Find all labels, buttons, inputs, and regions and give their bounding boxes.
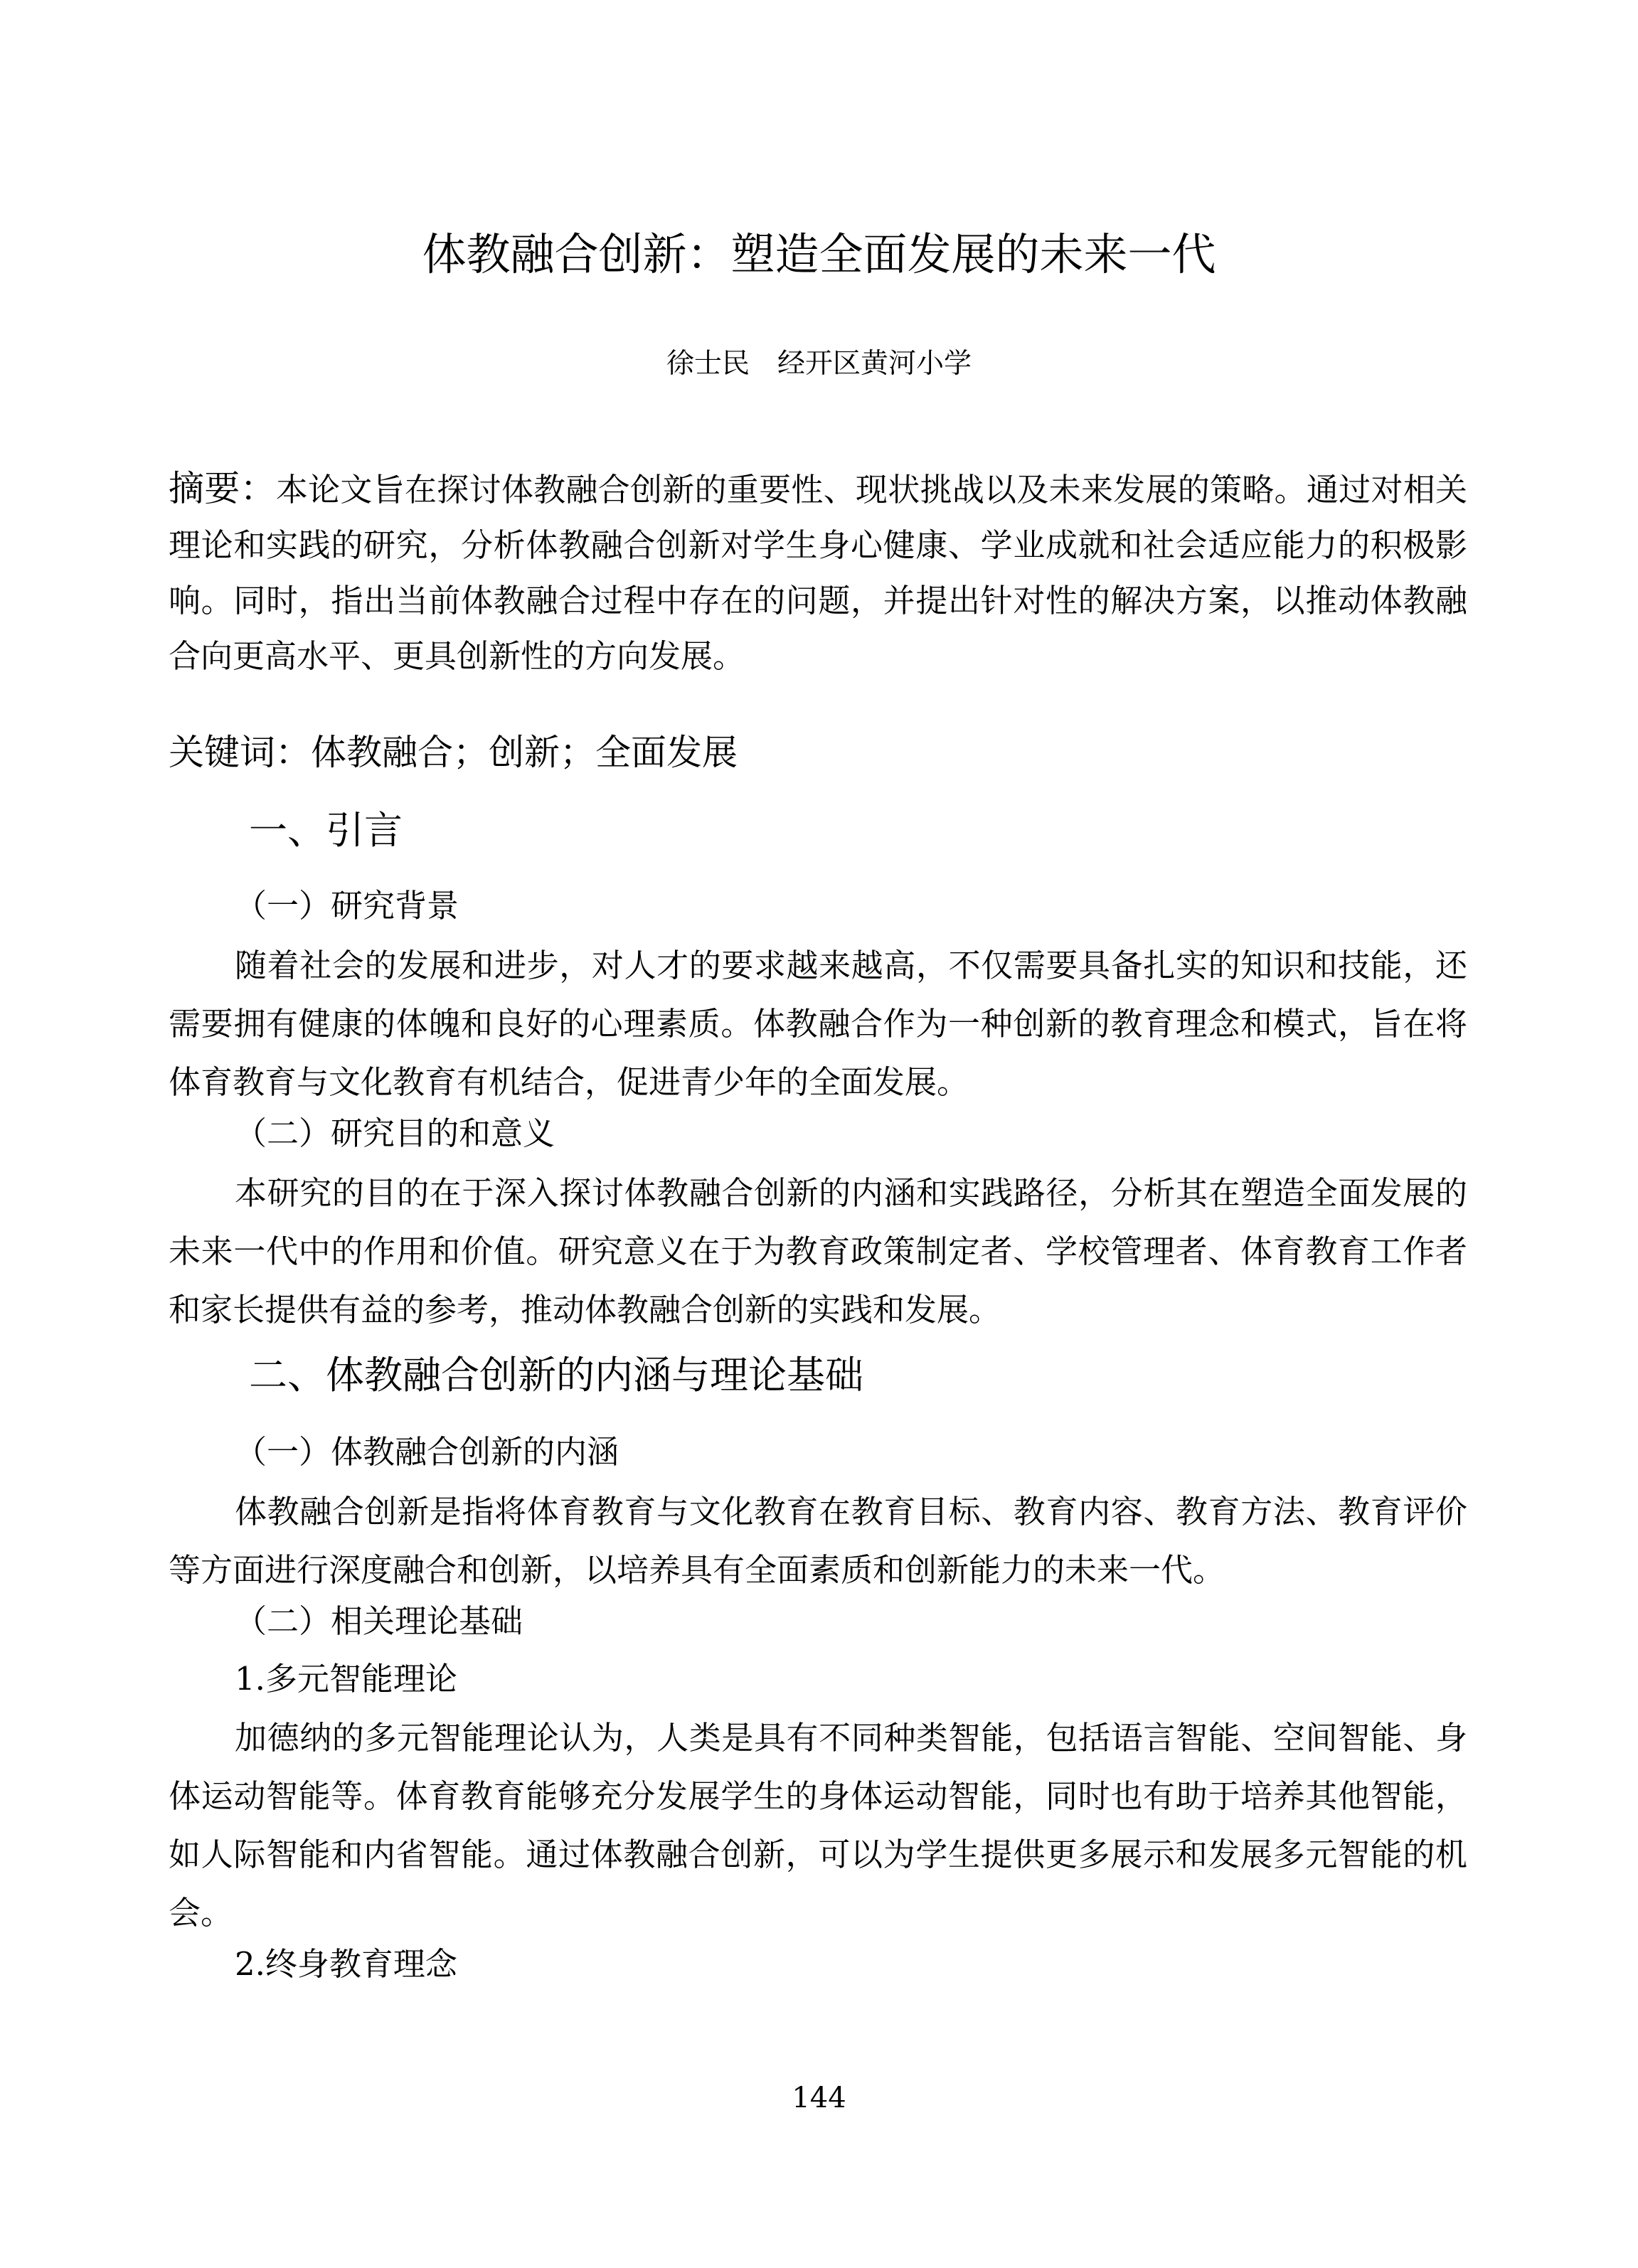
keywords: 关键词：体教融合；创新；全面发展 <box>169 732 738 773</box>
section-heading-introduction: 一、引言 <box>249 808 403 853</box>
author-line: 徐士民 经开区黄河小学 <box>666 348 972 380</box>
item-heading-lifelong-education: 2.终身教育理念 <box>235 1945 457 1983</box>
section-heading-connotation: 二、体教融合创新的内涵与理论基础 <box>249 1353 863 1397</box>
subsection-heading-connotation: （一）体教融合创新的内涵 <box>235 1433 619 1471</box>
abstract-text: 本论文旨在探讨体教融合创新的重要性、现状挑战以及未来发展的策略。通过对相关理论和实践的研究，分析体教融合创新对学生身心健康、学业成就和社会适应能力的积极影响。同时，指出当前体教融合过程中存在的问题，并提出针对性的解决方案，以推动体教融合向更高水平、更具创新性的方向发展。 <box>169 471 1468 675</box>
page-number: 144 <box>792 2082 846 2114</box>
paragraph-connotation: 体教融合创新是指将体育教育与文化教育在教育目标、教育内容、教育方法、教育评价等方面进行深度融合和创新，以培养具有全面素质和创新能力的未来一代。 <box>169 1493 1467 1589</box>
subsection-heading-background: （一）研究背景 <box>235 887 459 925</box>
subsection-heading-purpose: （二）研究目的和意义 <box>235 1114 555 1152</box>
paper-title: 体教融合创新：塑造全面发展的未来一代 <box>422 228 1216 280</box>
abstract-label: 摘要： <box>169 468 276 509</box>
paragraph-multiple-intelligences: 加德纳的多元智能理论认为，人类是具有不同种类智能，包括语言智能、空间智能、身体运动智能等。体育教育能够充分发展学生的身体运动智能，同时也有助于培养其他智能，如人际智能和内省智能。通过体教融合创新，可以为学生提供更多展示和发展多元智能的机会。 <box>169 1719 1467 1932</box>
paragraph-purpose: 本研究的目的在于深入探讨体教融合创新的内涵和实践路径，分析其在塑造全面发展的未来一代中的作用和价值。研究意义在于为教育政策制定者、学校管理者、体育教育工作者和家长提供有益的参考，推动体教融合创新的实践和发展。 <box>169 1174 1467 1329</box>
abstract <box>169 461 1467 684</box>
item-heading-multiple-intelligences: 1.多元智能理论 <box>235 1660 457 1698</box>
paragraph-background: 随着社会的发展和进步，对人才的要求越来越高，不仅需要具备扎实的知识和技能，还需要拥有健康的体魄和良好的心理素质。体教融合作为一种创新的教育理念和模式，旨在将体育教育与文化教育有机结合，促进青少年的全面发展。 <box>169 947 1467 1101</box>
subsection-heading-theory: （二）相关理论基础 <box>235 1602 523 1640</box>
